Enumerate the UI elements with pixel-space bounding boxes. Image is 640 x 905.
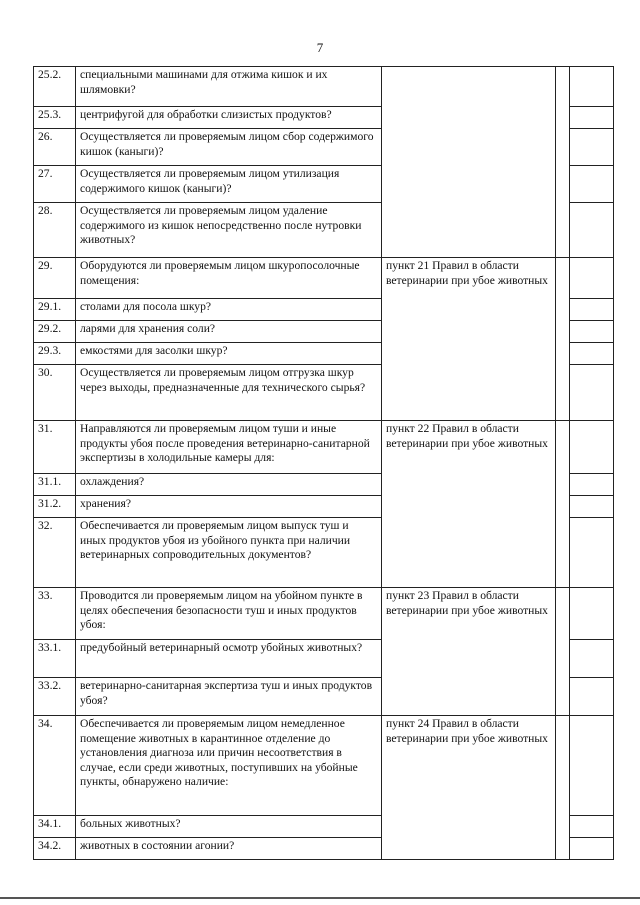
gap-cell [556,67,570,258]
item-number: 29. [34,258,76,299]
item-number: 33. [34,588,76,640]
item-number: 34.1. [34,816,76,838]
question-text: Направляются ли проверяемым лицом туши и иные продукты убоя после проведения ветеринарно-санитарной экспертизы в холодильные камеры для: [76,421,382,474]
table-row [34,258,614,299]
table-row [34,716,614,816]
item-number: 34. [34,716,76,816]
answer-cell [570,474,614,496]
question-text: Осуществляется ли проверяемым лицом сбор содержимого кишок (каныги)? [76,129,382,166]
checklist-table [33,66,614,860]
question-text: Осуществляется ли проверяемым лицом удаление содержимого из кишок непосредственно после нутровки животных? [76,203,382,258]
answer-cell [570,67,614,107]
gap-cell [556,258,570,421]
answer-cell [570,258,614,299]
item-number: 25.2. [34,67,76,107]
answer-cell [570,640,614,678]
answer-cell [570,129,614,166]
page-number: 7 [316,40,324,55]
question-text: Обеспечивается ли проверяемым лицом немедленное помещение животных в карантинное отделение до установления диагноза или причин несоответствия в случае, если среди животных, поступивших на убойные пункты, обнаружено наличие: [76,716,382,816]
question-text: Оборудуются ли проверяемым лицом шкуропосолочные помещения: [76,258,382,299]
legal-reference [382,67,556,258]
question-text: Проводится ли проверяемым лицом на убойном пункте в целях обеспечения безопасности туш и иных продуктов убоя: [76,588,382,640]
answer-cell [570,203,614,258]
table-row [34,588,614,640]
question-text: емкостями для засолки шкур? [76,343,382,365]
legal-reference: пункт 22 Правил в области ветеринарии при убое животных [382,421,556,588]
item-number: 27. [34,166,76,203]
item-number: 31.1. [34,474,76,496]
question-text: центрифугой для обработки слизистых продуктов? [76,107,382,129]
question-text: больных животных? [76,816,382,838]
item-number: 33.1. [34,640,76,678]
gap-cell [556,421,570,588]
question-text: хранения? [76,496,382,518]
item-number: 28. [34,203,76,258]
question-text: столами для посола шкур? [76,299,382,321]
item-number: 30. [34,365,76,421]
question-text: специальными машинами для отжима кишок и их шлямовки? [76,67,382,107]
answer-cell [570,166,614,203]
item-number: 26. [34,129,76,166]
answer-cell [570,496,614,518]
item-number: 29.2. [34,321,76,343]
answer-cell [570,107,614,129]
question-text: ларями для хранения соли? [76,321,382,343]
question-text: охлаждения? [76,474,382,496]
gap-cell [556,588,570,716]
answer-cell [570,321,614,343]
item-number: 33.2. [34,678,76,716]
item-number: 29.1. [34,299,76,321]
item-number: 32. [34,518,76,588]
item-number: 29.3. [34,343,76,365]
legal-reference: пункт 23 Правил в области ветеринарии при убое животных [382,588,556,716]
legal-reference: пункт 24 Правил в области ветеринарии при убое животных [382,716,556,860]
answer-cell [570,343,614,365]
answer-cell [570,588,614,640]
answer-cell [570,838,614,860]
question-text: ветеринарно-санитарная экспертиза туш и иных продуктов убоя? [76,678,382,716]
gap-cell [556,716,570,860]
answer-cell [570,716,614,816]
item-number: 31. [34,421,76,474]
question-text: Обеспечивается ли проверяемым лицом выпуск туш и иных продуктов убоя из убойного пункта при наличии ветеринарных сопроводительных документов? [76,518,382,588]
answer-cell [570,518,614,588]
item-number: 31.2. [34,496,76,518]
answer-cell [570,421,614,474]
question-text: предубойный ветеринарный осмотр убойных животных? [76,640,382,678]
bottom-divider [0,897,640,899]
table-row [34,67,614,107]
question-text: животных в состоянии агонии? [76,838,382,860]
question-text: Осуществляется ли проверяемым лицом отгрузка шкур через выходы, предназначенные для технического сырья? [76,365,382,421]
table-row [34,421,614,474]
question-text: Осуществляется ли проверяемым лицом утилизация содержимого кишок (каныги)? [76,166,382,203]
item-number: 25.3. [34,107,76,129]
answer-cell [570,365,614,421]
answer-cell [570,678,614,716]
item-number: 34.2. [34,838,76,860]
answer-cell [570,816,614,838]
legal-reference: пункт 21 Правил в области ветеринарии при убое животных [382,258,556,421]
answer-cell [570,299,614,321]
